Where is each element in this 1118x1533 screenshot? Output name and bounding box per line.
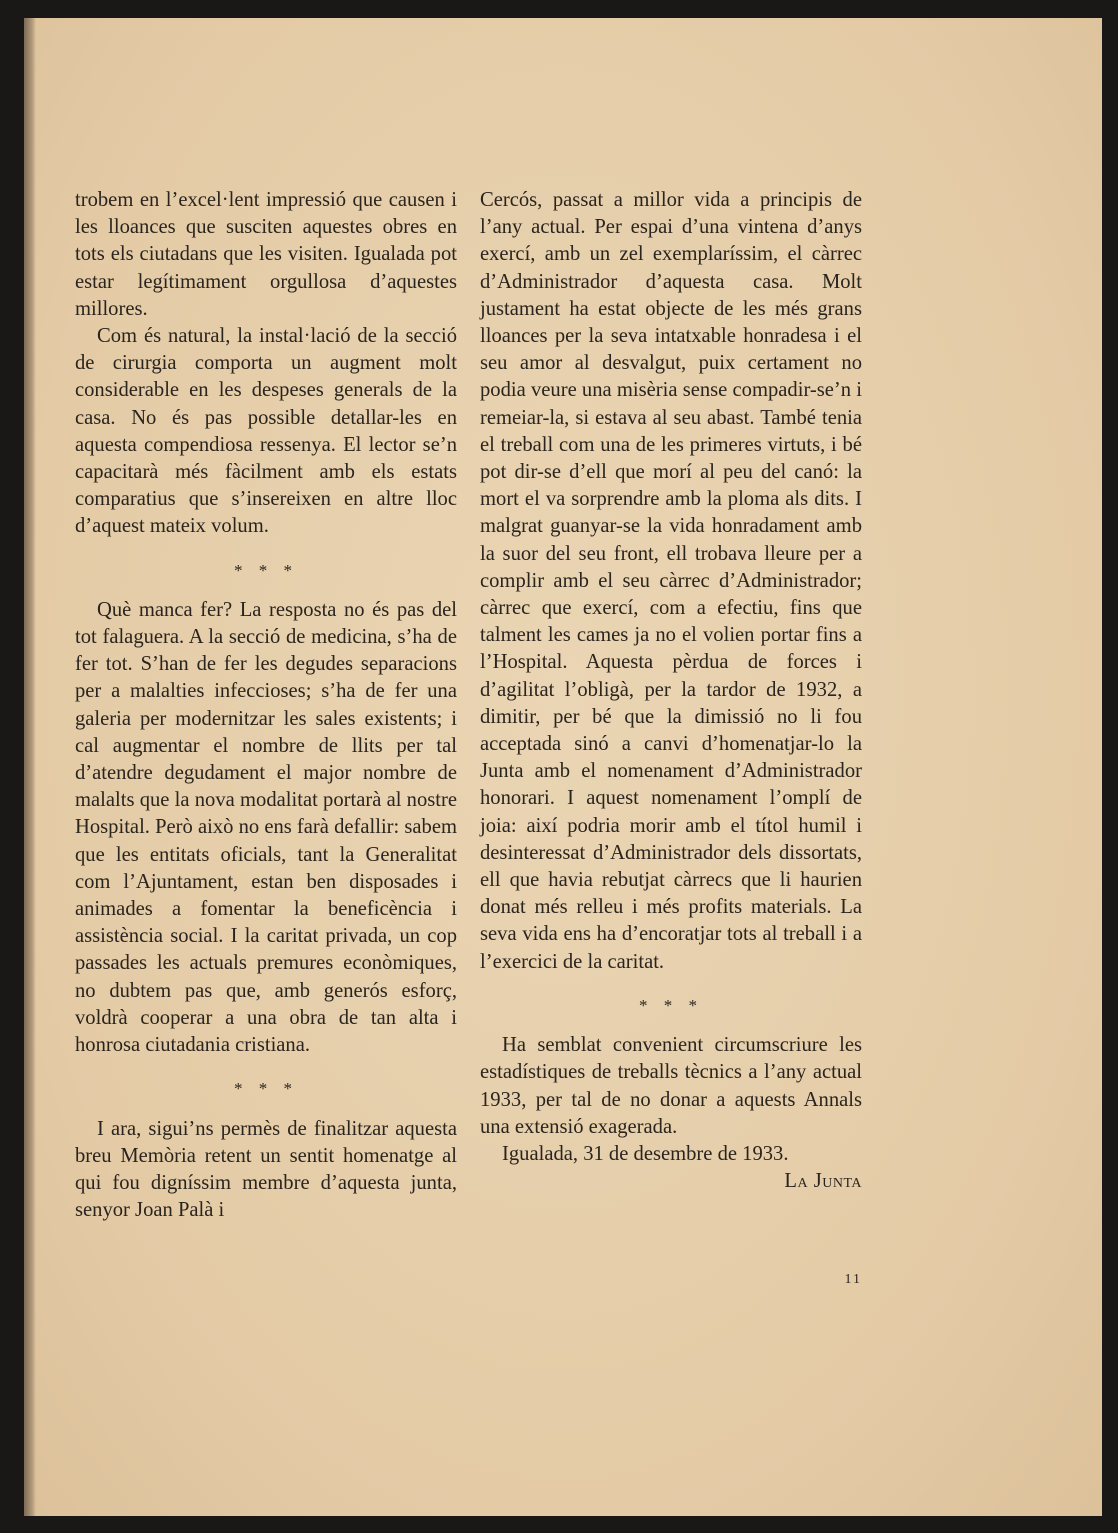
- signature: La Junta: [784, 1170, 862, 1193]
- section-separator: * * *: [639, 995, 703, 1015]
- right-column: [480, 187, 862, 1195]
- paragraph: Ha semblat convenient circumscriure les estadístiques de treballs tècnics a l’any actual 1933, per tal de no donar a aquests Annals una extensió exagerada.: [480, 1034, 862, 1138]
- left-column: [75, 187, 457, 1224]
- paragraph: Què manca fer? La resposta no és pas del tot falaguera. A la secció de medicina, s’ha de fer tot. S’han de fer les degudes separacions per a malalties infeccioses; s’ha de fer una galeria per modernitzar les sales existents; i cal augmentar el nombre de llits per tal d’atendre degudament el major nombre de malalts que la nova modalitat portarà al nostre Hospital. Però això no ens farà defallir: sabem que les entitats oficials, tant la Generalitat com l’Ajuntament, estan ben disposades i animades a fomentar la beneficència i assistència social. I la caritat privada, un cop passades les actuals premures econòmiques, no dubtem pas que, amb generós esforç, voldrà cooperar a una obra de tan alta i honrosa ciutadania cristiana.: [75, 598, 458, 1057]
- paragraph: I ara, sigui’ns permès de finalitzar aquesta breu Memòria retent un sentit homenatge al qui fou digníssim membre d’aquesta junta, senyor Joan Palà i: [75, 1117, 457, 1222]
- document-page: [24, 18, 1102, 1516]
- date-line: Igualada, 31 de desembre de 1933.: [502, 1142, 789, 1165]
- paragraph: Com és natural, la instal·lació de la secció de cirurgia comporta un augment molt considerable en les despeses generals de la casa. No és pas possible detallar-les en aquesta compendiosa ressenya. El lector se’n capacitarà més fàcilment amb els estats comparatius que s’insereixen en altre lloc d’aquest mateix volum.: [75, 325, 457, 538]
- section-separator: * * *: [234, 560, 298, 580]
- page-binding-edge: [24, 18, 36, 1516]
- page-number: 11: [844, 1272, 862, 1287]
- paragraph: Cercós, passat a millor vida a principis de l’any actual. Per espai d’una vintena d’anys exercí, amb un zel exemplaríssim, el càrrec d’Administrador d’aquesta casa. Molt justament ha estat objecte de les més grans lloances per la seva intatxable honradesa i el seu amor al desvalgut, puix certament no podia veure una misèria sense compadir-se’n i remeiar-la, si estava al seu abast. També tenia el treball com una de les primeres virtuts, i bé pot dir-se d’ell que morí al peu del canó: la mort el va sorprendre amb la ploma als dits. I malgrat guanyar-se la vida honradament amb la suor del seu front, ell trobava lleure per a complir amb el seu càrrec d’Administrador; càrrec que exercí, com a efectiu, fins que talment les cames ja no el volien portar fins a l’Hospital. Aquesta pèrdua de forces i d’agilitat l’obligà, per la tardor de 1932, a dimitir, per bé que la dimissió no li fou acceptada sinó a canvi d’homenatjar-lo la Junta amb el nomenament d’Administrador honorari. I aquest nomenament l’omplí de joia: així podria morir amb el títol humil i desinteressat d’Administrador dels dissortats, ell que havia rebutjat càrrecs que li haurien donat més relleu i més profits materials. La seva vida ens ha d’encoratjar tots al treball i a l’exercici de la caritat.: [480, 189, 862, 973]
- paragraph: trobem en l’excel·lent impressió que causen i les lloances que susciten aquestes obres en tots els ciutadans que les visiten. Igualada pot estar legítimament orgullosa d’aquestes millores.: [75, 189, 457, 320]
- section-separator: * * *: [234, 1079, 298, 1099]
